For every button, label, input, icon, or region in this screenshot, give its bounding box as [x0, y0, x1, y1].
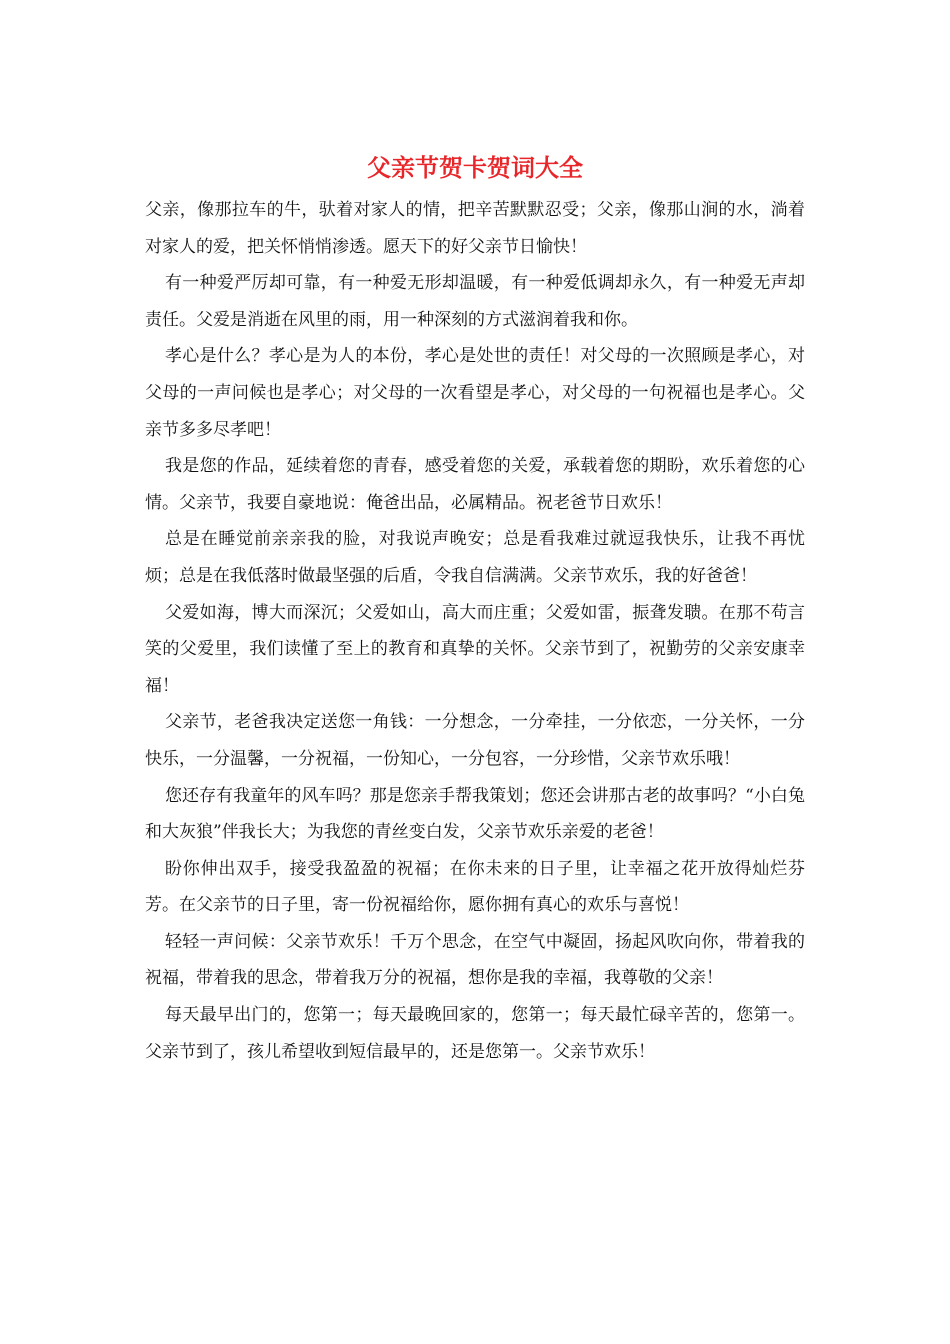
paragraph-3: 孝心是什么？孝心是为人的本份，孝心是处世的责任！对父母的一次照顾是孝心，对父母的一声问候也是孝心；对父母的一次看望是孝心，对父母的一句祝福也是孝心。父亲节多多尽孝吧！	[145, 346, 805, 440]
paragraph-1: 父亲，像那拉车的牛，驮着对家人的情，把辛苦默默忍受；父亲，像那山涧的水，淌着对家人的爱，把关怀悄悄渗透。愿天下的好父亲节日愉快！	[145, 200, 805, 257]
paragraph-8: 您还存有我童年的风车吗？那是您亲手帮我策划；您还会讲那古老的故事吗？“小白兔和大灰狼”伴我长大；为我您的青丝变白发，父亲节欢乐亲爱的老爸！	[145, 785, 805, 843]
document-body	[145, 192, 805, 1070]
paragraph-7: 父亲节，老爸我决定送您一角钱：一分想念，一分牵挂，一分依恋，一分关怀，一分快乐，一分温馨，一分祝福，一份知心，一分包容，一分珍惜，父亲节欢乐哦！	[145, 712, 805, 769]
paragraph-9: 盼你伸出双手，接受我盈盈的祝福；在你未来的日子里，让幸福之花开放得灿烂芬芳。在父亲节的日子里，寄一份祝福给你，愿你拥有真心的欢乐与喜悦！	[145, 858, 805, 916]
paragraph-2: 有一种爱严厉却可靠，有一种爱无形却温暖，有一种爱低调却永久，有一种爱无声却责任。父爱是消逝在风里的雨，用一种深刻的方式滋润着我和你。	[145, 273, 805, 330]
paragraph-11: 每天最早出门的，您第一；每天最晚回家的，您第一；每天最忙碌辛苦的，您第一。父亲节到了，孩儿希望收到短信最早的，还是您第一。父亲节欢乐！	[145, 1005, 805, 1062]
paragraph-10: 轻轻一声问候：父亲节欢乐！千万个思念，在空气中凝固，扬起风吹向你，带着我的祝福，带着我的思念，带着我万分的祝福，想你是我的幸福，我尊敬的父亲！	[145, 931, 805, 989]
paragraph-6: 父爱如海，博大而深沉；父爱如山，高大而庄重；父爱如雷，振聋发聩。在那不苟言笑的父爱里，我们读懂了至上的教育和真挚的关怀。父亲节到了，祝勤劳的父亲安康幸福！	[145, 602, 805, 696]
document-title: 父亲节贺卡贺词大全	[367, 153, 583, 182]
paragraph-4: 我是您的作品，延续着您的青春，感受着您的关爱，承载着您的期盼，欢乐着您的心情。父亲节，我要自豪地说：俺爸出品，必属精品。祝老爸节日欢乐！	[145, 456, 805, 513]
paragraph-5: 总是在睡觉前亲亲我的脸，对我说声晚安；总是看我难过就逗我快乐，让我不再忧烦；总是在我低落时做最坚强的后盾，令我自信满满。父亲节欢乐，我的好爸爸！	[145, 529, 805, 586]
